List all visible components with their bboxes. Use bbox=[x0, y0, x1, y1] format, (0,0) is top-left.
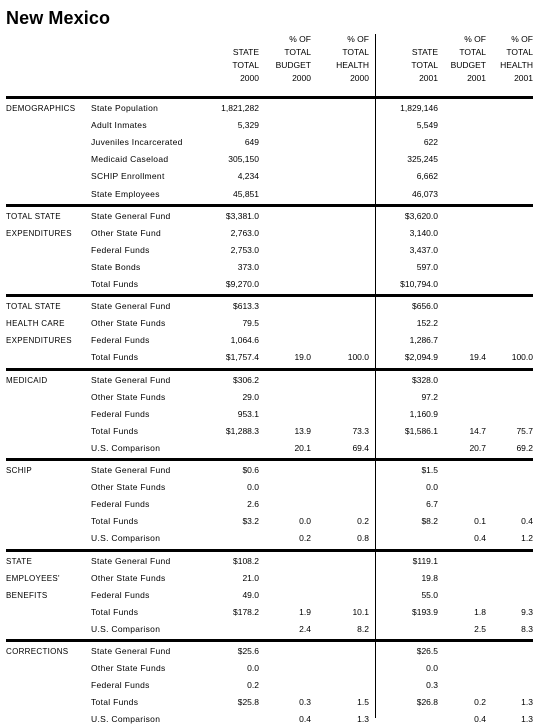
row-label: Medicaid Caseload bbox=[91, 154, 169, 165]
table-row bbox=[0, 462, 538, 479]
cell-pct-budget-2000: 0.4 bbox=[299, 714, 311, 725]
row-label: Federal Funds bbox=[91, 244, 150, 255]
row-label: State General Fund bbox=[91, 210, 171, 221]
header-pct-health-2001: % OF TOTAL HEALTH 2001 bbox=[500, 34, 533, 83]
cell-state-total-2000: $3,381.0 bbox=[225, 210, 259, 221]
cell-pct-budget-2001: 20.7 bbox=[469, 442, 486, 453]
table-row bbox=[0, 242, 538, 259]
cell-pct-budget-2001: 19.4 bbox=[469, 352, 486, 363]
cell-state-total-2001: $328.0 bbox=[412, 374, 438, 385]
row-label: Other State Funds bbox=[91, 572, 166, 583]
table-row bbox=[0, 553, 538, 570]
row-label: State General Fund bbox=[91, 465, 171, 475]
table-row bbox=[0, 151, 538, 168]
cell-state-total-2000: 2,753.0 bbox=[230, 244, 259, 255]
cell-state-total-2001: 1,286.7 bbox=[409, 335, 438, 346]
table-row bbox=[0, 694, 538, 711]
cell-pct-health-2001: 75.7 bbox=[516, 425, 533, 436]
row-label: Juveniles Incarcerated bbox=[91, 137, 183, 148]
cell-state-total-2000: 953.1 bbox=[237, 408, 259, 419]
cell-state-total-2000: 0.0 bbox=[247, 663, 259, 674]
cell-state-total-2000: 649 bbox=[244, 137, 259, 148]
cell-state-total-2000: 45,851 bbox=[233, 188, 259, 199]
section-label: MEDICAID bbox=[6, 375, 48, 385]
cell-state-total-2001: $26.8 bbox=[416, 697, 438, 708]
cell-state-total-2001: $26.5 bbox=[416, 646, 438, 656]
row-label: Adult Inmates bbox=[91, 120, 147, 131]
section-label: EXPENDITURES bbox=[6, 336, 72, 346]
cell-state-total-2001: $3,620.0 bbox=[404, 210, 438, 221]
table-row bbox=[0, 496, 538, 513]
cell-state-total-2001: 3,437.0 bbox=[409, 244, 438, 255]
cell-state-total-2001: $193.9 bbox=[412, 606, 438, 617]
cell-state-total-2000: 0.0 bbox=[247, 482, 259, 493]
row-label: Total Funds bbox=[91, 352, 139, 363]
header-pct-budget-2001: % OF TOTAL BUDGET 2001 bbox=[450, 34, 486, 83]
row-label: Other State Funds bbox=[91, 663, 166, 674]
cell-pct-health-2001: 1.2 bbox=[521, 533, 533, 544]
cell-pct-budget-2001: 1.8 bbox=[474, 606, 486, 617]
row-label: U.S. Comparison bbox=[91, 442, 161, 453]
row-label: State Employees bbox=[91, 188, 160, 199]
section-label: DEMOGRAPHICS bbox=[6, 104, 76, 113]
table-row bbox=[0, 186, 538, 203]
cell-state-total-2001: 19.8 bbox=[421, 572, 438, 583]
row-label: Federal Funds bbox=[91, 680, 150, 691]
cell-state-total-2000: 0.2 bbox=[247, 680, 259, 691]
table-row bbox=[0, 513, 538, 530]
cell-state-total-2001: 6,662 bbox=[416, 171, 438, 182]
cell-state-total-2000: $9,270.0 bbox=[225, 279, 259, 289]
table-row bbox=[0, 643, 538, 660]
cell-state-total-2000: $1,288.3 bbox=[225, 425, 259, 436]
cell-pct-budget-2001: 0.4 bbox=[474, 533, 486, 544]
cell-state-total-2000: $3.2 bbox=[242, 516, 259, 527]
section-label: CORRECTIONS bbox=[6, 647, 69, 656]
cell-state-total-2000: 373.0 bbox=[237, 261, 259, 272]
table-row bbox=[0, 259, 538, 276]
cell-state-total-2000: 1,064.6 bbox=[230, 335, 259, 346]
row-label: State General Fund bbox=[91, 301, 171, 312]
header-state-total-2001: STATE TOTAL 2001 bbox=[411, 47, 438, 83]
table-row bbox=[0, 389, 538, 406]
table-row bbox=[0, 208, 538, 225]
cell-state-total-2001: 6.7 bbox=[426, 499, 438, 510]
cell-state-total-2001: 46,073 bbox=[412, 188, 438, 199]
table-row bbox=[0, 587, 538, 604]
cell-state-total-2001: $1.5 bbox=[421, 465, 438, 475]
cell-state-total-2000: $306.2 bbox=[233, 374, 259, 385]
cell-state-total-2001: 152.2 bbox=[416, 318, 438, 329]
table-row bbox=[0, 479, 538, 496]
header-pct-health-2000: % OF TOTAL HEALTH 2000 bbox=[336, 34, 369, 83]
table-row bbox=[0, 349, 538, 366]
cell-state-total-2001: 1,160.9 bbox=[409, 408, 438, 419]
row-label: State General Fund bbox=[91, 374, 171, 385]
cell-state-total-2001: $2,094.9 bbox=[404, 352, 438, 363]
table-row bbox=[0, 677, 538, 694]
row-label: Total Funds bbox=[91, 279, 139, 289]
table-row bbox=[0, 168, 538, 185]
table-row bbox=[0, 332, 538, 349]
table-row bbox=[0, 315, 538, 332]
section-rule bbox=[6, 639, 533, 642]
cell-state-total-2001: 97.2 bbox=[421, 391, 438, 402]
cell-pct-budget-2000: 2.4 bbox=[299, 623, 311, 634]
section-label: SCHIP bbox=[6, 466, 32, 475]
cell-state-total-2001: $1,586.1 bbox=[404, 425, 438, 436]
cell-state-total-2000: $25.8 bbox=[237, 697, 259, 708]
table-row bbox=[0, 134, 538, 151]
cell-pct-health-2001: 1.3 bbox=[521, 697, 533, 708]
cell-state-total-2001: 325,245 bbox=[407, 154, 438, 165]
row-label: State General Fund bbox=[91, 646, 171, 656]
cell-state-total-2000: 2.6 bbox=[247, 499, 259, 510]
cell-pct-budget-2001: 14.7 bbox=[469, 425, 486, 436]
row-label: Other State Fund bbox=[91, 227, 162, 238]
cell-pct-budget-2000: 0.3 bbox=[299, 697, 311, 708]
cell-pct-health-2000: 8.2 bbox=[357, 623, 369, 634]
cell-pct-budget-2000: 19.0 bbox=[294, 352, 311, 363]
cell-state-total-2000: $613.3 bbox=[233, 301, 259, 312]
cell-pct-budget-2001: 0.4 bbox=[474, 714, 486, 725]
cell-state-total-2000: $108.2 bbox=[233, 555, 259, 566]
row-label: Total Funds bbox=[91, 425, 139, 436]
cell-state-total-2000: $1,757.4 bbox=[225, 352, 259, 363]
row-label: Federal Funds bbox=[91, 335, 150, 346]
cell-pct-budget-2000: 0.2 bbox=[299, 533, 311, 544]
cell-pct-budget-2001: 0.1 bbox=[474, 516, 486, 527]
cell-pct-budget-2000: 20.1 bbox=[294, 442, 311, 453]
cell-pct-health-2000: 1.3 bbox=[357, 714, 369, 725]
cell-state-total-2001: 0.0 bbox=[426, 482, 438, 493]
row-label: U.S. Comparison bbox=[91, 533, 161, 544]
cell-state-total-2001: $10,794.0 bbox=[400, 279, 438, 289]
row-label: Other State Funds bbox=[91, 482, 166, 493]
table-row bbox=[0, 372, 538, 389]
cell-state-total-2000: 305,150 bbox=[228, 154, 259, 165]
table-row bbox=[0, 604, 538, 621]
row-label: State Bonds bbox=[91, 261, 141, 272]
section-label: BENEFITS bbox=[6, 590, 48, 600]
cell-state-total-2001: 0.0 bbox=[426, 663, 438, 674]
cell-state-total-2000: 49.0 bbox=[242, 589, 259, 600]
header-state-total-2000: STATE TOTAL 2000 bbox=[232, 47, 259, 83]
table-row bbox=[0, 530, 538, 547]
cell-pct-health-2000: 0.8 bbox=[357, 533, 369, 544]
cell-pct-health-2001: 9.3 bbox=[521, 606, 533, 617]
cell-pct-health-2001: 8.3 bbox=[521, 623, 533, 634]
cell-state-total-2001: $656.0 bbox=[412, 301, 438, 312]
cell-state-total-2001: 1,829,146 bbox=[400, 103, 438, 113]
section-label: EXPENDITURES bbox=[6, 228, 72, 238]
cell-pct-health-2001: 1.3 bbox=[521, 714, 533, 725]
cell-pct-budget-2001: 2.5 bbox=[474, 623, 486, 634]
cell-pct-health-2000: 100.0 bbox=[347, 352, 369, 363]
cell-pct-budget-2000: 0.0 bbox=[299, 516, 311, 527]
cell-state-total-2000: 29.0 bbox=[242, 391, 259, 402]
cell-pct-health-2000: 1.5 bbox=[357, 697, 369, 708]
row-label: State Population bbox=[91, 103, 159, 113]
page-title: New Mexico bbox=[6, 8, 111, 28]
header-pct-budget-2000: % OF TOTAL BUDGET 2000 bbox=[275, 34, 311, 83]
cell-state-total-2000: 5,329 bbox=[237, 120, 259, 131]
cell-state-total-2001: 597.0 bbox=[416, 261, 438, 272]
section-rule bbox=[6, 96, 533, 99]
cell-state-total-2001: 0.3 bbox=[426, 680, 438, 691]
row-label: State General Fund bbox=[91, 555, 171, 566]
section-label: EMPLOYEES' bbox=[6, 573, 60, 583]
row-label: Total Funds bbox=[91, 516, 139, 527]
row-label: SCHIP Enrollment bbox=[91, 171, 165, 182]
cell-state-total-2001: 5,549 bbox=[416, 120, 438, 131]
cell-pct-health-2001: 69.2 bbox=[516, 442, 533, 453]
cell-pct-health-2001: 100.0 bbox=[511, 352, 533, 363]
cell-state-total-2000: $178.2 bbox=[233, 606, 259, 617]
table-row bbox=[0, 100, 538, 117]
row-label: Total Funds bbox=[91, 697, 139, 708]
table-row bbox=[0, 298, 538, 315]
cell-state-total-2001: $8.2 bbox=[421, 516, 438, 527]
cell-state-total-2000: 2,763.0 bbox=[230, 227, 259, 238]
section-label: STATE bbox=[6, 556, 33, 566]
row-label: U.S. Comparison bbox=[91, 714, 161, 725]
row-label: Federal Funds bbox=[91, 589, 150, 600]
cell-state-total-2000: 1,821,282 bbox=[221, 103, 259, 113]
cell-state-total-2000: $0.6 bbox=[242, 465, 259, 475]
cell-state-total-2001: 3,140.0 bbox=[409, 227, 438, 238]
row-label: Federal Funds bbox=[91, 499, 150, 510]
table-row bbox=[0, 406, 538, 423]
section-label: HEALTH CARE bbox=[6, 319, 65, 329]
section-rule bbox=[6, 549, 533, 552]
row-label: Other State Funds bbox=[91, 318, 166, 329]
cell-pct-budget-2000: 1.9 bbox=[299, 606, 311, 617]
section-rule bbox=[6, 458, 533, 461]
table-row bbox=[0, 117, 538, 134]
cell-state-total-2001: $119.1 bbox=[412, 555, 438, 566]
row-label: Other State Funds bbox=[91, 391, 166, 402]
table-row bbox=[0, 440, 538, 457]
cell-state-total-2000: 79.5 bbox=[242, 318, 259, 329]
section-rule bbox=[6, 368, 533, 371]
cell-pct-health-2000: 0.2 bbox=[357, 516, 369, 527]
table-row bbox=[0, 621, 538, 638]
table-row bbox=[0, 711, 538, 728]
cell-state-total-2000: 4,234 bbox=[237, 171, 259, 182]
row-label: Total Funds bbox=[91, 606, 139, 617]
cell-state-total-2001: 622 bbox=[423, 137, 438, 148]
cell-state-total-2000: $25.6 bbox=[237, 646, 259, 656]
cell-pct-health-2000: 69.4 bbox=[352, 442, 369, 453]
cell-pct-budget-2000: 13.9 bbox=[294, 425, 311, 436]
cell-pct-health-2001: 0.4 bbox=[521, 516, 533, 527]
table-row bbox=[0, 225, 538, 242]
table-row bbox=[0, 276, 538, 293]
table-row bbox=[0, 570, 538, 587]
cell-pct-health-2000: 10.1 bbox=[352, 606, 369, 617]
row-label: U.S. Comparison bbox=[91, 623, 161, 634]
table-row bbox=[0, 660, 538, 677]
row-label: Federal Funds bbox=[91, 408, 150, 419]
section-rule bbox=[6, 204, 533, 207]
cell-state-total-2001: 55.0 bbox=[421, 589, 438, 600]
section-label: TOTAL STATE bbox=[6, 211, 61, 221]
cell-pct-health-2000: 73.3 bbox=[352, 425, 369, 436]
cell-state-total-2000: 21.0 bbox=[242, 572, 259, 583]
section-rule bbox=[6, 294, 533, 297]
cell-pct-budget-2001: 0.2 bbox=[474, 697, 486, 708]
section-label: TOTAL STATE bbox=[6, 302, 61, 312]
table-row bbox=[0, 423, 538, 440]
